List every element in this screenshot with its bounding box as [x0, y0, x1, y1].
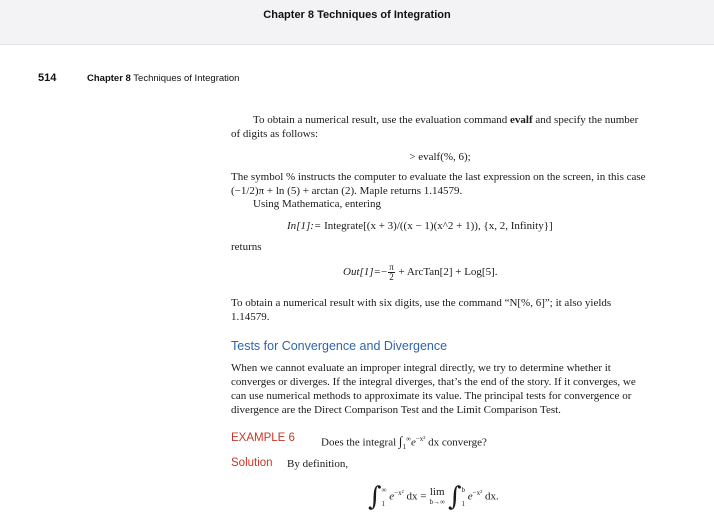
integral-sign: ∫	[398, 433, 403, 449]
solution-text: By definition,	[287, 458, 349, 470]
output-fraction-numerator: π	[389, 262, 394, 272]
returns-text: returns	[231, 241, 262, 253]
right-exponent: −x²	[472, 489, 483, 497]
right-integrand: e	[467, 490, 473, 503]
input-label: In[1]:=	[287, 220, 322, 232]
example-question-text: Does the integral	[321, 436, 397, 449]
paragraph-numerical-result: To obtain a numerical result with six digits, use the command “N[%, 6]”; it also yields 1.14579.	[231, 297, 612, 323]
right-upper-limit: b	[461, 486, 465, 495]
right-limits	[462, 483, 466, 511]
section-heading: Tests for Convergence and Divergence	[231, 339, 448, 353]
left-exponent: −x²	[394, 489, 404, 497]
mathematica-input	[287, 219, 657, 233]
left-upper-limit: ∞	[381, 486, 387, 495]
document-header-bar	[0, 0, 714, 45]
right-lower-limit: 1	[461, 500, 465, 509]
example-exponent: −x²	[415, 435, 426, 443]
right-dx: dx.	[482, 490, 499, 503]
paragraph-mathematica-intro: Using Mathematica, entering	[253, 198, 381, 210]
running-head-title: Techniques of Integration	[133, 73, 240, 84]
input-expression: Integrate[(x + 3)/((x − 1)(x^2 + 1)), {x, 2, Infinity}]	[324, 220, 553, 232]
limit-subscript: b→∞	[429, 498, 445, 507]
example-integrand: e	[410, 436, 416, 449]
example-lower-limit: 1	[402, 442, 406, 451]
running-head-chapter: Chapter 8	[87, 73, 131, 84]
output-fraction-denominator: 2	[389, 272, 394, 282]
left-integral-sign: ∫	[368, 482, 382, 513]
left-integrand: e	[389, 490, 395, 503]
paragraph-convergence-tests: When we cannot evaluate an improper integral directly, we try to determine whether it converges or diverges. If the integral diverges, that’s the end of the story. If it converges, we can use numerical methods to approximate its value. The principal tests for convergence or divergence are the Direct Comparison Test and the Limit Comparison Test.	[231, 362, 636, 416]
output-label: Out[1]=	[343, 266, 381, 279]
document-title: Chapter 8 Techniques of Integration	[263, 9, 451, 21]
definition-equation	[368, 478, 628, 512]
paragraph-evalf-intro	[231, 113, 649, 141]
p1-command: evalf	[510, 114, 533, 126]
right-integral-sign: ∫	[447, 482, 462, 513]
left-lower-limit: 1	[381, 500, 386, 509]
mathematica-output	[343, 263, 663, 282]
example-question	[321, 432, 651, 454]
example-upper-limit: ∞	[405, 435, 411, 443]
limit-word: lim	[429, 486, 445, 499]
left-dx: dx =	[403, 490, 427, 503]
page-number: 514	[38, 72, 57, 84]
output-rest: + ArcTan[2] + Log[5].	[398, 266, 498, 279]
p1-pre: To obtain a numerical result, use the evaluation command	[253, 114, 511, 126]
limit-operator	[429, 487, 445, 507]
example-label: EXAMPLE 6	[231, 432, 295, 444]
example-dx: dx converge?	[425, 436, 487, 449]
running-head	[87, 73, 239, 84]
output-minus: −	[380, 266, 388, 279]
output-fraction	[388, 263, 395, 282]
evalf-command-line: > evalf(%, 6);	[409, 151, 471, 163]
p1-post: and specify the number of digits as follows:	[231, 114, 639, 140]
left-limits	[382, 483, 387, 511]
paragraph-percent-symbol: The symbol % instructs the computer to evaluate the last expression on the screen, in this case (−1/2)π + ln (5) + arctan (2). Maple returns 1.14579.	[231, 171, 646, 197]
solution-label: Solution	[231, 457, 273, 469]
